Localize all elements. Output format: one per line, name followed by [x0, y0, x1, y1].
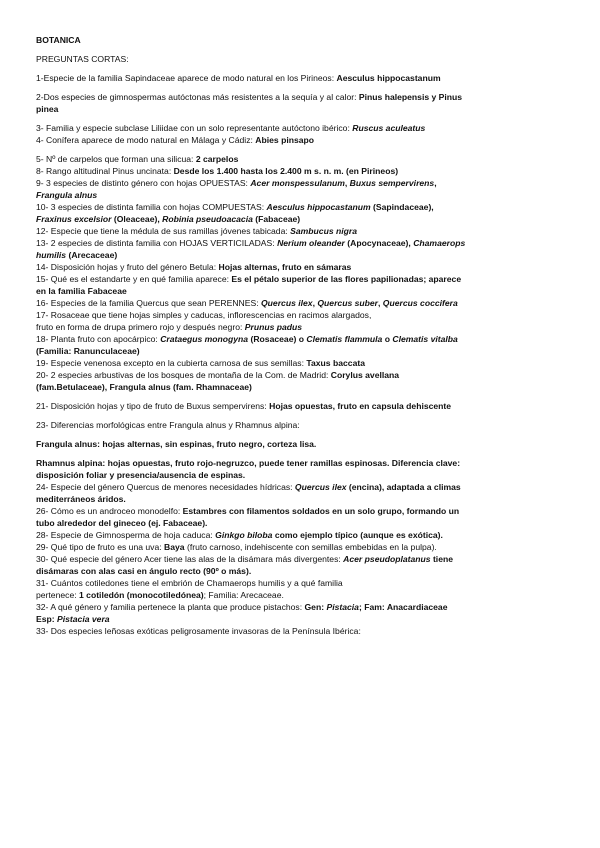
answer-text: Abies pinsapo: [255, 135, 315, 145]
answer-text: Chamaerops: [413, 238, 466, 248]
question-line: [36, 357, 566, 369]
question-line: [36, 249, 566, 261]
question-text: 8- Rango altitudinal Pinus uncinata:: [36, 166, 174, 176]
answer-text: (Arecaceae): [66, 250, 118, 260]
answer-text: humilis: [36, 250, 67, 260]
answer-text: pinea: [36, 104, 59, 114]
answer-text: disposición foliar y presencia/ausencia de espinas.: [36, 470, 246, 480]
question-line: [36, 419, 566, 431]
question-text: 9- 3 especies de distinto género con hojas OPUESTAS:: [36, 178, 251, 188]
question-text: 31- Cuántos cotiledones tiene el embrión de Chamaerops humilis y a qué familia: [36, 578, 343, 588]
question-line: [36, 261, 566, 273]
question-text: 13- 2 especies de distinta familia con HOJAS VERTICILADAS:: [36, 238, 278, 248]
answer-text: Taxus baccata: [306, 358, 365, 368]
question-line: [36, 613, 566, 625]
question-line: [36, 189, 566, 201]
answer-text: Ginkgo biloba: [215, 530, 273, 540]
answer-text: ,: [378, 298, 383, 308]
question-text: 28- Especie de Gimnosperma de hoja caduca:: [36, 530, 216, 540]
question-text: 2-Dos especies de gimnospermas autóctonas más resistentes a la sequía y al calor:: [36, 92, 359, 102]
answer-text: Gen:: [304, 602, 327, 612]
question-text: 1-Especie de la familia Sapindaceae aparece de modo natural en los Pirineos:: [36, 73, 337, 83]
question-line: [36, 72, 566, 84]
answer-text: (Fabaceae): [252, 214, 301, 224]
question-line: [36, 369, 566, 381]
answer-text: 1 cotiledón (monocotiledónea): [79, 590, 204, 600]
question-text: 23- Diferencias morfológicas entre Frangula alnus y Rhamnus alpina:: [36, 420, 300, 430]
answer-text: Ruscus aculeatus: [352, 123, 426, 133]
answer-text: Aesculus hippocastanum: [266, 202, 371, 212]
question-text: 16- Especies de la familia Quercus que sean PERENNES:: [36, 298, 261, 308]
question-line: [36, 529, 566, 541]
question-text: 15- Qué es el estandarte y en qué familia aparece:: [36, 274, 232, 284]
answer-text: Pistacia: [326, 602, 359, 612]
answer-text: Buxus sempervirens: [349, 178, 435, 188]
answer-text: (Oleaceae),: [111, 214, 163, 224]
document-title: BOTANICA: [36, 35, 81, 45]
answer-text: Hojas alternas, fruto en sámaras: [218, 262, 352, 272]
answer-text: tiene: [430, 554, 454, 564]
line-gap: [36, 146, 566, 153]
section-subtitle: PREGUNTAS CORTAS:: [36, 54, 129, 64]
answer-text: Quercus suber: [317, 298, 379, 308]
question-line: [36, 321, 566, 333]
question-text: 3- Familia y especie subclase Liliidae con un solo representante autóctono ibérico:: [36, 123, 353, 133]
answer-text: Rhamnus alpina: hojas opuestas, fruto rojo-negruzco, puede tener ramillas espinosas. Diferencia clave:: [36, 458, 461, 468]
line-gap: [36, 431, 566, 438]
answer-text: (encina), adaptada a climas: [346, 482, 461, 492]
answer-text: ,: [344, 178, 350, 188]
question-text: 24- Especie del género Quercus de menores necesidades hídricas:: [36, 482, 295, 492]
answer-text: Robinia pseudoacacia: [162, 214, 253, 224]
answer-text: Acer pseudoplatanus: [343, 554, 431, 564]
answer-text: Quercus ilex: [260, 298, 313, 308]
question-line: [36, 625, 566, 637]
question-line: [36, 153, 566, 165]
question-line: [36, 309, 566, 321]
answer-text: Nerium oleander: [277, 238, 345, 248]
question-line: [36, 273, 566, 285]
question-text: 32- A qué género y familia pertenece la planta que produce pistachos:: [36, 602, 305, 612]
question-line: [36, 91, 566, 103]
answer-text: Corylus avellana: [330, 370, 400, 380]
document-page: [36, 34, 566, 637]
question-line: [36, 381, 566, 393]
answer-text: ; Fam: Anacardiaceae: [358, 602, 448, 612]
question-line: [36, 493, 566, 505]
answer-text: o: [382, 334, 393, 344]
answer-text: en la familia Fabaceae: [36, 286, 127, 296]
question-line: [36, 297, 566, 309]
answer-text: Desde los 1.400 hasta los 2.400 m s. n. m. (en Pirineos): [173, 166, 399, 176]
question-text: 4- Conífera aparece de modo natural en Málaga y Cádiz:: [36, 135, 256, 145]
question-line: [36, 225, 566, 237]
answer-text: Sambucus nigra: [290, 226, 358, 236]
question-line: [36, 589, 566, 601]
answer-text: Quercus coccifera: [382, 298, 458, 308]
line-gap: [36, 115, 566, 122]
question-text: 19- Especie venenosa excepto en la cubierta carnosa de sus semillas:: [36, 358, 307, 368]
answer-text: (Apocynaceae),: [344, 238, 414, 248]
answer-text: Frangula alnus: hojas alternas, sin espinas, fruto negro, corteza lisa.: [36, 439, 317, 449]
answer-text: Crataegus monogyna: [160, 334, 249, 344]
question-line: [36, 565, 566, 577]
line-gap: [36, 450, 566, 457]
question-line: [36, 553, 566, 565]
question-line: [36, 237, 566, 249]
answer-text: Acer monspessulanum: [250, 178, 345, 188]
answer-text: (Sapindaceae),: [370, 202, 434, 212]
answer-text: (fam.Betulaceae), Frangula alnus (fam. Rhamnaceae): [36, 382, 252, 392]
answer-text: Baya: [164, 542, 185, 552]
question-line: [36, 577, 566, 589]
question-text: 14- Disposición hojas y fruto del género Betula:: [36, 262, 219, 272]
question-text: 29- Qué tipo de fruto es una uva:: [36, 542, 165, 552]
question-line: [36, 481, 566, 493]
answer-text: Pistacia vera: [57, 614, 110, 624]
question-text: 33- Dos especies leñosas exóticas peligrosamente invasoras de la Península Ibérica:: [36, 626, 361, 636]
question-text: 20- 2 especies arbustivas de los bosques de montaña de la Com. de Madrid:: [36, 370, 331, 380]
question-line: [36, 469, 566, 481]
question-line: [36, 400, 566, 412]
question-text: ; Familia: Arecaceae.: [203, 590, 284, 600]
question-line: [36, 457, 566, 469]
answer-text: Frangula alnus: [36, 190, 98, 200]
answer-text: mediterráneos áridos.: [36, 494, 126, 504]
answer-text: Esp:: [36, 614, 58, 624]
answer-text: (Rosaceae) o: [248, 334, 307, 344]
question-line: [36, 505, 566, 517]
answer-text: Hojas opuestas, fruto en capsula dehiscente: [269, 401, 452, 411]
question-line: [36, 134, 566, 146]
question-line: [36, 103, 566, 115]
question-line: [36, 177, 566, 189]
answer-text: Prunus padus: [244, 322, 303, 332]
answer-text: (Familia: Ranunculaceae): [36, 346, 140, 356]
answer-text: ,: [434, 178, 437, 188]
answer-text: disámaras con alas casi en ángulo recto (90º o más).: [36, 566, 252, 576]
question-line: [36, 517, 566, 529]
answer-text: 2 carpelos: [195, 154, 239, 164]
line-gap: [36, 393, 566, 400]
question-line: [36, 201, 566, 213]
question-line: [36, 601, 566, 613]
answer-text: ,: [312, 298, 318, 308]
question-text: fruto en forma de drupa primero rojo y después negro:: [36, 322, 245, 332]
question-line: [36, 345, 566, 357]
answer-text: Quercus ilex: [294, 482, 347, 492]
question-text: (fruto carnoso, indehiscente con semillas embebidas en la pulpa).: [184, 542, 437, 552]
question-line: [36, 213, 566, 225]
answer-text: Fraxinus excelsior: [36, 214, 112, 224]
answer-text: tubo alrededor del gineceo (ej. Fabaceae).: [36, 518, 208, 528]
line-gap: [36, 412, 566, 419]
question-text: pertenece:: [36, 590, 79, 600]
question-line: [36, 438, 566, 450]
question-line: [36, 333, 566, 345]
question-line: [36, 122, 566, 134]
question-text: 12- Especie que tiene la médula de sus ramillas jóvenes tabicada:: [36, 226, 291, 236]
answer-text: Estambres con filamentos soldados en un solo grupo, formando un: [182, 506, 460, 516]
question-text: 21- Disposición hojas y tipo de fruto de Buxus sempervirens:: [36, 401, 270, 411]
question-line: [36, 165, 566, 177]
question-text: 26- Cómo es un androceo monodelfo:: [36, 506, 183, 516]
question-text: 30- Qué especie del género Acer tiene las alas de la disámara más divergentes:: [36, 554, 344, 564]
question-text: 17- Rosaceae que tiene hojas simples y caducas, inflorescencias en racimos alargados,: [36, 310, 372, 320]
line-gap: [36, 84, 566, 91]
answer-text: Aesculus hippocastanum: [336, 73, 441, 83]
question-text: 18- Planta fruto con apocárpico:: [36, 334, 161, 344]
answer-text: Clematis flammula: [306, 334, 383, 344]
answer-text: como ejemplo típico (aunque es exótica).: [272, 530, 443, 540]
answer-text: Clematis vitalba: [392, 334, 458, 344]
question-text: 10- 3 especies de distinta familia con hojas COMPUESTAS:: [36, 202, 267, 212]
answer-text: Es el pétalo superior de las flores papilionadas; aparece: [231, 274, 462, 284]
question-line: [36, 541, 566, 553]
answer-text: Pinus halepensis y Pinus: [358, 92, 463, 102]
question-line: [36, 285, 566, 297]
question-text: 5- Nº de carpelos que forman una silicua:: [36, 154, 196, 164]
question-list: [36, 72, 566, 637]
